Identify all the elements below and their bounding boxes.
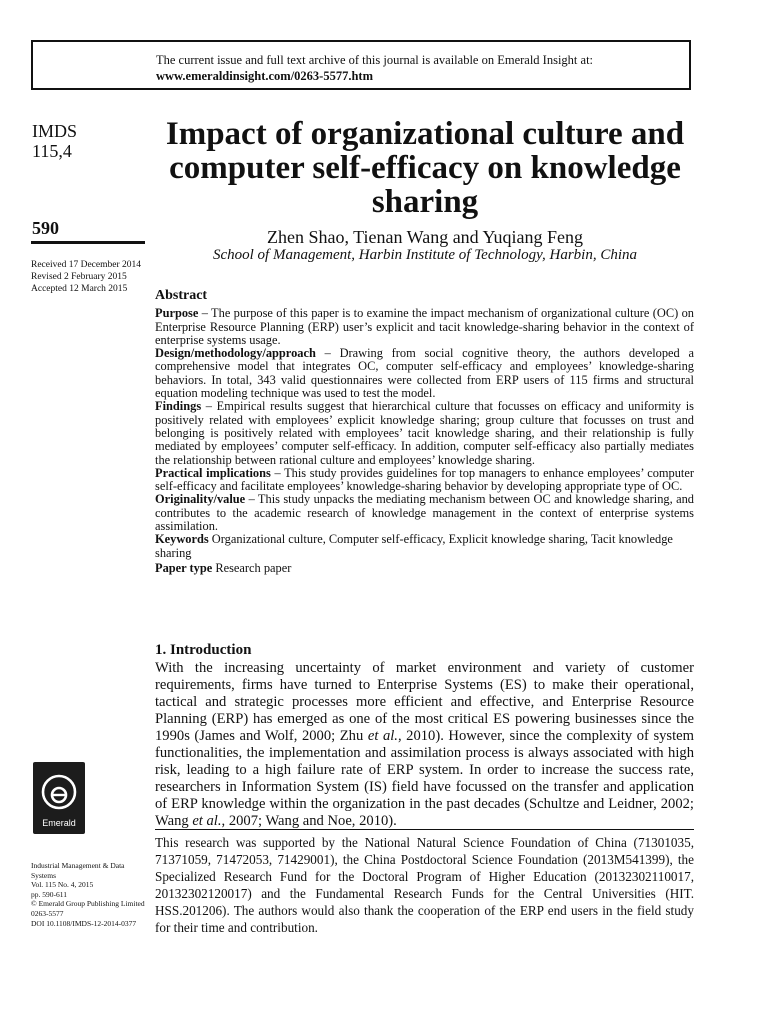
- abstract-keywords: [155, 533, 694, 560]
- journal-volume: 115,4: [32, 141, 72, 161]
- pubinfo-doi[interactable]: DOI 10.1108/IMDS-12-2014-0377: [31, 918, 137, 928]
- intro-text-1: With the increasing uncertainty of market environment and variety of customer requirements, firms have turned to Enterprise Systems (ES) to make their operational, tactical and strategic processes more efficient and effective, and Enterprise Resource Planning (ERP) has emerged as one of the most critical ES powering businesses since the 1990s (James and Wolf, 2000; Zhu: [155, 660, 694, 744]
- originality-text: – This study unpacks the mediating mechanism between OC and knowledge sharing, and contributes to the academic research of knowledge management in the context of enterprise systems assimilation.: [155, 492, 694, 534]
- emerald-e-icon: [39, 770, 79, 814]
- abstract-findings: [155, 400, 694, 466]
- introduction-section: [155, 642, 694, 830]
- findings-text: – Empirical results suggest that hierarchical culture that focusses on efficacy and uniformity is positively related with employees’ explicit knowledge sharing; group culture that focusses on trust and belonging is positively related with employees’ tacit knowledge sharing, and their relationship is fully mediated by employees’ computer self-efficacy. In addition, computer self-efficacy also partially mediates the relationship between rational culture and employees’ knowledge sharing.: [155, 399, 694, 467]
- accepted-date: Accepted 12 March 2015: [31, 284, 128, 294]
- abstract-originality: [155, 493, 694, 533]
- pubinfo-journal: Industrial Management & Data Systems: [31, 861, 125, 880]
- pubinfo-pages: pp. 590-611: [31, 889, 67, 899]
- findings-label: Findings: [155, 399, 202, 414]
- journal-abbrev: IMDS: [32, 121, 78, 141]
- introduction-paragraph: [155, 660, 694, 830]
- intro-text-2: , 2010). However, since the complexity of system functionalities, the implementation and assimilation process is always associated with high risk, leading to a high failure rate of ERP system. In order to increase the success rate, researchers in Information System (IS) field have focussed on the transfer and application of ERP knowledge within the organization in the past decades (Schultze and Leidner, 2002; Wang: [155, 728, 695, 829]
- originality-label: Originality/value: [155, 492, 246, 507]
- design-label: Design/methodology/approach: [155, 346, 316, 361]
- design-text: – Drawing from social cognitive theory, the authors developed a comprehensive model that integrates OC, computer self-efficacy and employees’ knowledge-sharing behaviors. In total, 343 valid questionnaires were collected from ERP users of 115 firms and structural equation modeling technique was used to test the model.: [155, 346, 694, 401]
- abstract-papertype: [155, 562, 694, 575]
- pubinfo-issn: 0263-5577: [31, 908, 64, 918]
- papertype-label: Paper type: [155, 560, 213, 575]
- intro-text-3: , 2007; Wang and Noe, 2010).: [221, 813, 397, 829]
- footnote-divider: [155, 829, 694, 830]
- revised-date: Revised 2 February 2015: [31, 272, 127, 282]
- pubinfo-copyright: © Emerald Group Publishing Limited: [31, 899, 145, 909]
- purpose-text: – The purpose of this paper is to examine the impact mechanism of organizational culture (OC) on Enterprise Resource Planning (ERP) user’s explicit and tacit knowledge-sharing behavior in the context of enterprise systems usage.: [155, 306, 694, 347]
- page-number: 590: [32, 218, 59, 238]
- abstract-heading: Abstract: [155, 288, 208, 303]
- logo-wordmark: Emerald: [42, 818, 76, 828]
- article-title: Impact of organizational culture and computer self-efficacy on knowledge sharing: [165, 116, 685, 220]
- abstract-section: [155, 289, 694, 575]
- introduction-heading: 1. Introduction: [155, 642, 252, 658]
- funding-footnote: This research was supported by the National Natural Science Foundation of China (71301035, 71371059, 71472053, 71429001), the China Postdoctoral Science Foundation (2013M541399), the Specialized Research Fund for the Doctoral Program of Higher Education (20132302110017, 20132302120017) and the Fundamental Research Funds for the Central Universities (HIT. HSS.201206). The authors would also thank the cooperation of the ERP end users in the field study for their time and contribution.: [155, 835, 694, 935]
- practical-label: Practical implications: [155, 465, 271, 480]
- notice-text: The current issue and full text archive of this journal is available on Emerald Insight at:: [156, 53, 594, 67]
- purpose-label: Purpose: [155, 306, 199, 321]
- intro-etal-2: et al.: [192, 813, 222, 829]
- author-affiliation: School of Management, Harbin Institute of Technology, Harbin, China: [212, 247, 637, 263]
- abstract-design: [155, 347, 694, 400]
- emerald-logo: [33, 762, 85, 834]
- practical-text: – This study provides guidelines for top managers to enhance employees’ computer self-efficacy and facilitate employees’ knowledge-sharing behavior by developing appropriate type of OC.: [155, 465, 694, 494]
- papertype-text: Research paper: [212, 560, 292, 575]
- access-notice-box: [31, 40, 691, 90]
- abstract-practical: [155, 467, 694, 494]
- keywords-text: Organizational culture, Computer self-efficacy, Explicit knowledge sharing, Tacit knowledge sharing: [155, 532, 673, 560]
- intro-etal-1: et al.: [367, 728, 398, 744]
- keywords-label: Keywords: [155, 532, 209, 547]
- article-authors: Zhen Shao, Tienan Wang and Yuqiang Feng: [266, 227, 584, 247]
- received-date: Received 17 December 2014: [31, 260, 141, 270]
- journal-label: [32, 121, 77, 161]
- abstract-purpose: [155, 307, 694, 347]
- journal-url[interactable]: www.emeraldinsight.com/0263-5577.htm: [156, 69, 373, 83]
- publication-info: [31, 861, 147, 928]
- article-dates: [31, 259, 141, 295]
- pubinfo-volume: Vol. 115 No. 4, 2015: [31, 880, 94, 890]
- margin-divider: [31, 241, 145, 244]
